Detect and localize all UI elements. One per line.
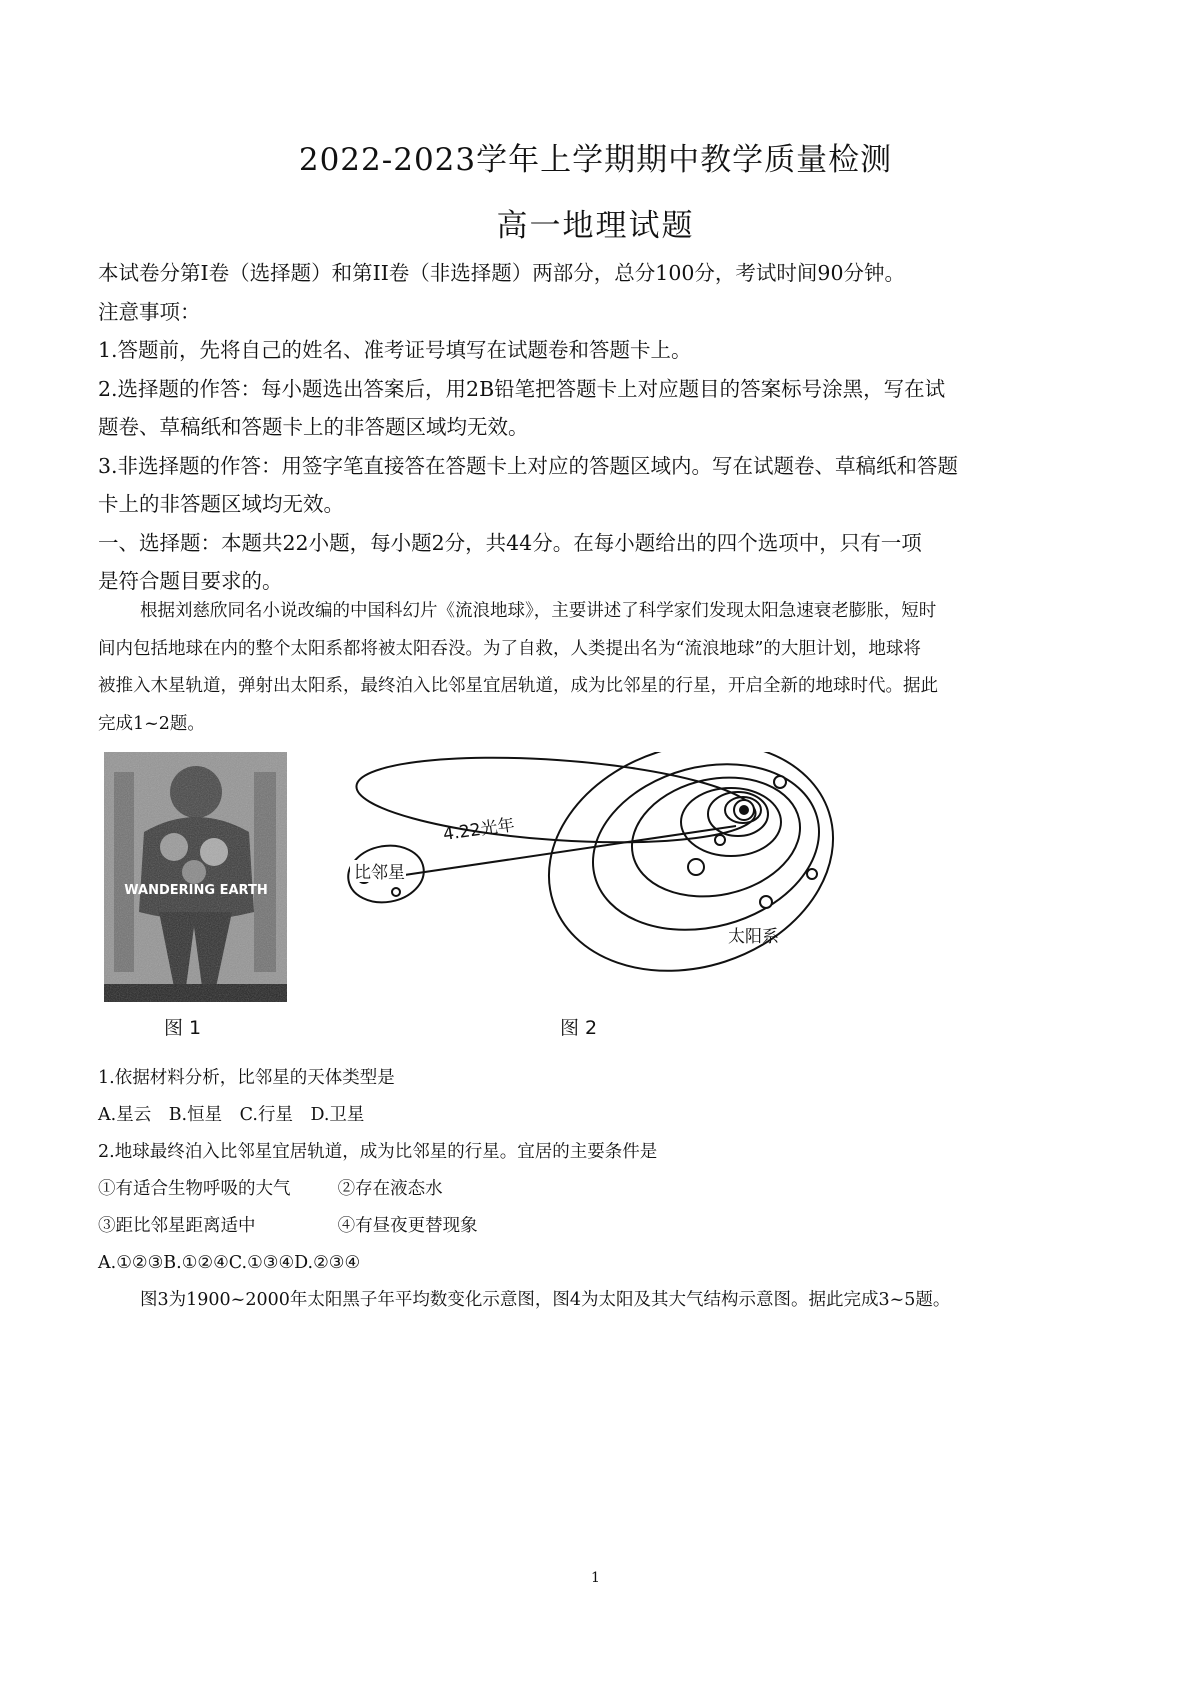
note-1: 1.答题前，先将自己的姓名、准考证号填写在试题卷和答题卡上。: [98, 338, 692, 362]
figure-2-caption: 图 2: [560, 1017, 598, 1039]
figure-1-caption: 图 1: [164, 1017, 202, 1039]
intro-text: 本试卷分第I卷（选择题）和第II卷（非选择题）两部分，总分100分，考试时间90分钟。: [98, 261, 906, 285]
exam-subject: 高一地理试题: [496, 208, 695, 244]
label-proxima-centauri: 比邻星: [354, 863, 405, 883]
questions-block: [98, 1060, 1098, 1319]
notes-label: 注意事项：: [98, 299, 201, 324]
question-2-items-row-1: [98, 1171, 1098, 1208]
label-distance: 4.22光年: [441, 815, 516, 845]
next-passage-intro: 图3为1900~2000年太阳黑子年平均数变化示意图，图4为太阳及其大气结构示意图。据此完成3~5题。: [140, 1290, 951, 1310]
passage-line-3: 被推入木星轨道，弹射出太阳系，最终泊入比邻星宜居轨道，成为比邻星的行星，开启全新的地球时代。据此: [98, 676, 938, 696]
exam-title: 2022-2023学年上学期期中教学质量检测: [298, 142, 893, 178]
solar-system-diagram: [346, 752, 906, 1002]
note-2-line-1: 2.选择题的作答：每小题选出答案后，用2B铅笔把答题卡上对应题目的答案标号涂黑，写在试: [98, 376, 946, 401]
passage-line-1: 根据刘慈欣同名小说改编的中国科幻片《流浪地球》，主要讲述了科学家们发现太阳急速衰老膨胀，短时: [140, 601, 937, 621]
question-1: 1.依据材料分析，比邻星的天体类型是: [98, 1068, 395, 1088]
label-solar-system: 太阳系: [728, 927, 779, 947]
section-1-line-2: 是符合题目要求的。: [98, 569, 283, 593]
section-1-line-1: 一、选择题：本题共22小题，每小题2分，共44分。在每小题给出的四个选项中，只有一项: [98, 530, 922, 555]
poster-title-text: WANDERING EARTH: [124, 883, 268, 898]
note-3-line-1: 3.非选择题的作答：用签字笔直接答在答题卡上对应的答题区域内。写在试题卷、草稿纸和答题: [98, 453, 959, 478]
figures: [98, 752, 1098, 1042]
passage-line-4: 完成1~2题。: [98, 713, 205, 734]
movie-poster-image: [104, 752, 287, 1002]
q2-item-2: ②存在液态水: [337, 1179, 443, 1199]
reading-passage: [98, 593, 1098, 743]
q2-item-4: ④有昼夜更替现象: [337, 1216, 478, 1236]
page-number: 1: [591, 1570, 600, 1586]
instructions-block: [98, 254, 1098, 601]
question-2-options: A.①②③B.①②④C.①③④D.②③④: [98, 1253, 361, 1273]
passage-line-2: 间内包括地球在内的整个太阳系都将被太阳吞没。为了自救，人类提出名为“流浪地球”的大胆计划，地球将: [98, 638, 921, 659]
question-2-items-row-2: [98, 1208, 1098, 1245]
note-2-line-2: 题卷、草稿纸和答题卡上的非答题区域均无效。: [98, 415, 529, 439]
q2-item-1: ①有适合生物呼吸的大气: [98, 1179, 291, 1199]
q2-item-3: ③距比邻星距离适中: [98, 1216, 256, 1236]
note-3-line-2: 卡上的非答题区域均无效。: [98, 492, 344, 516]
question-2: 2.地球最终泊入比邻星宜居轨道，成为比邻星的行星。宜居的主要条件是: [98, 1142, 658, 1162]
question-1-options: A.星云 B.恒星 C.行星 D.卫星: [98, 1105, 365, 1125]
